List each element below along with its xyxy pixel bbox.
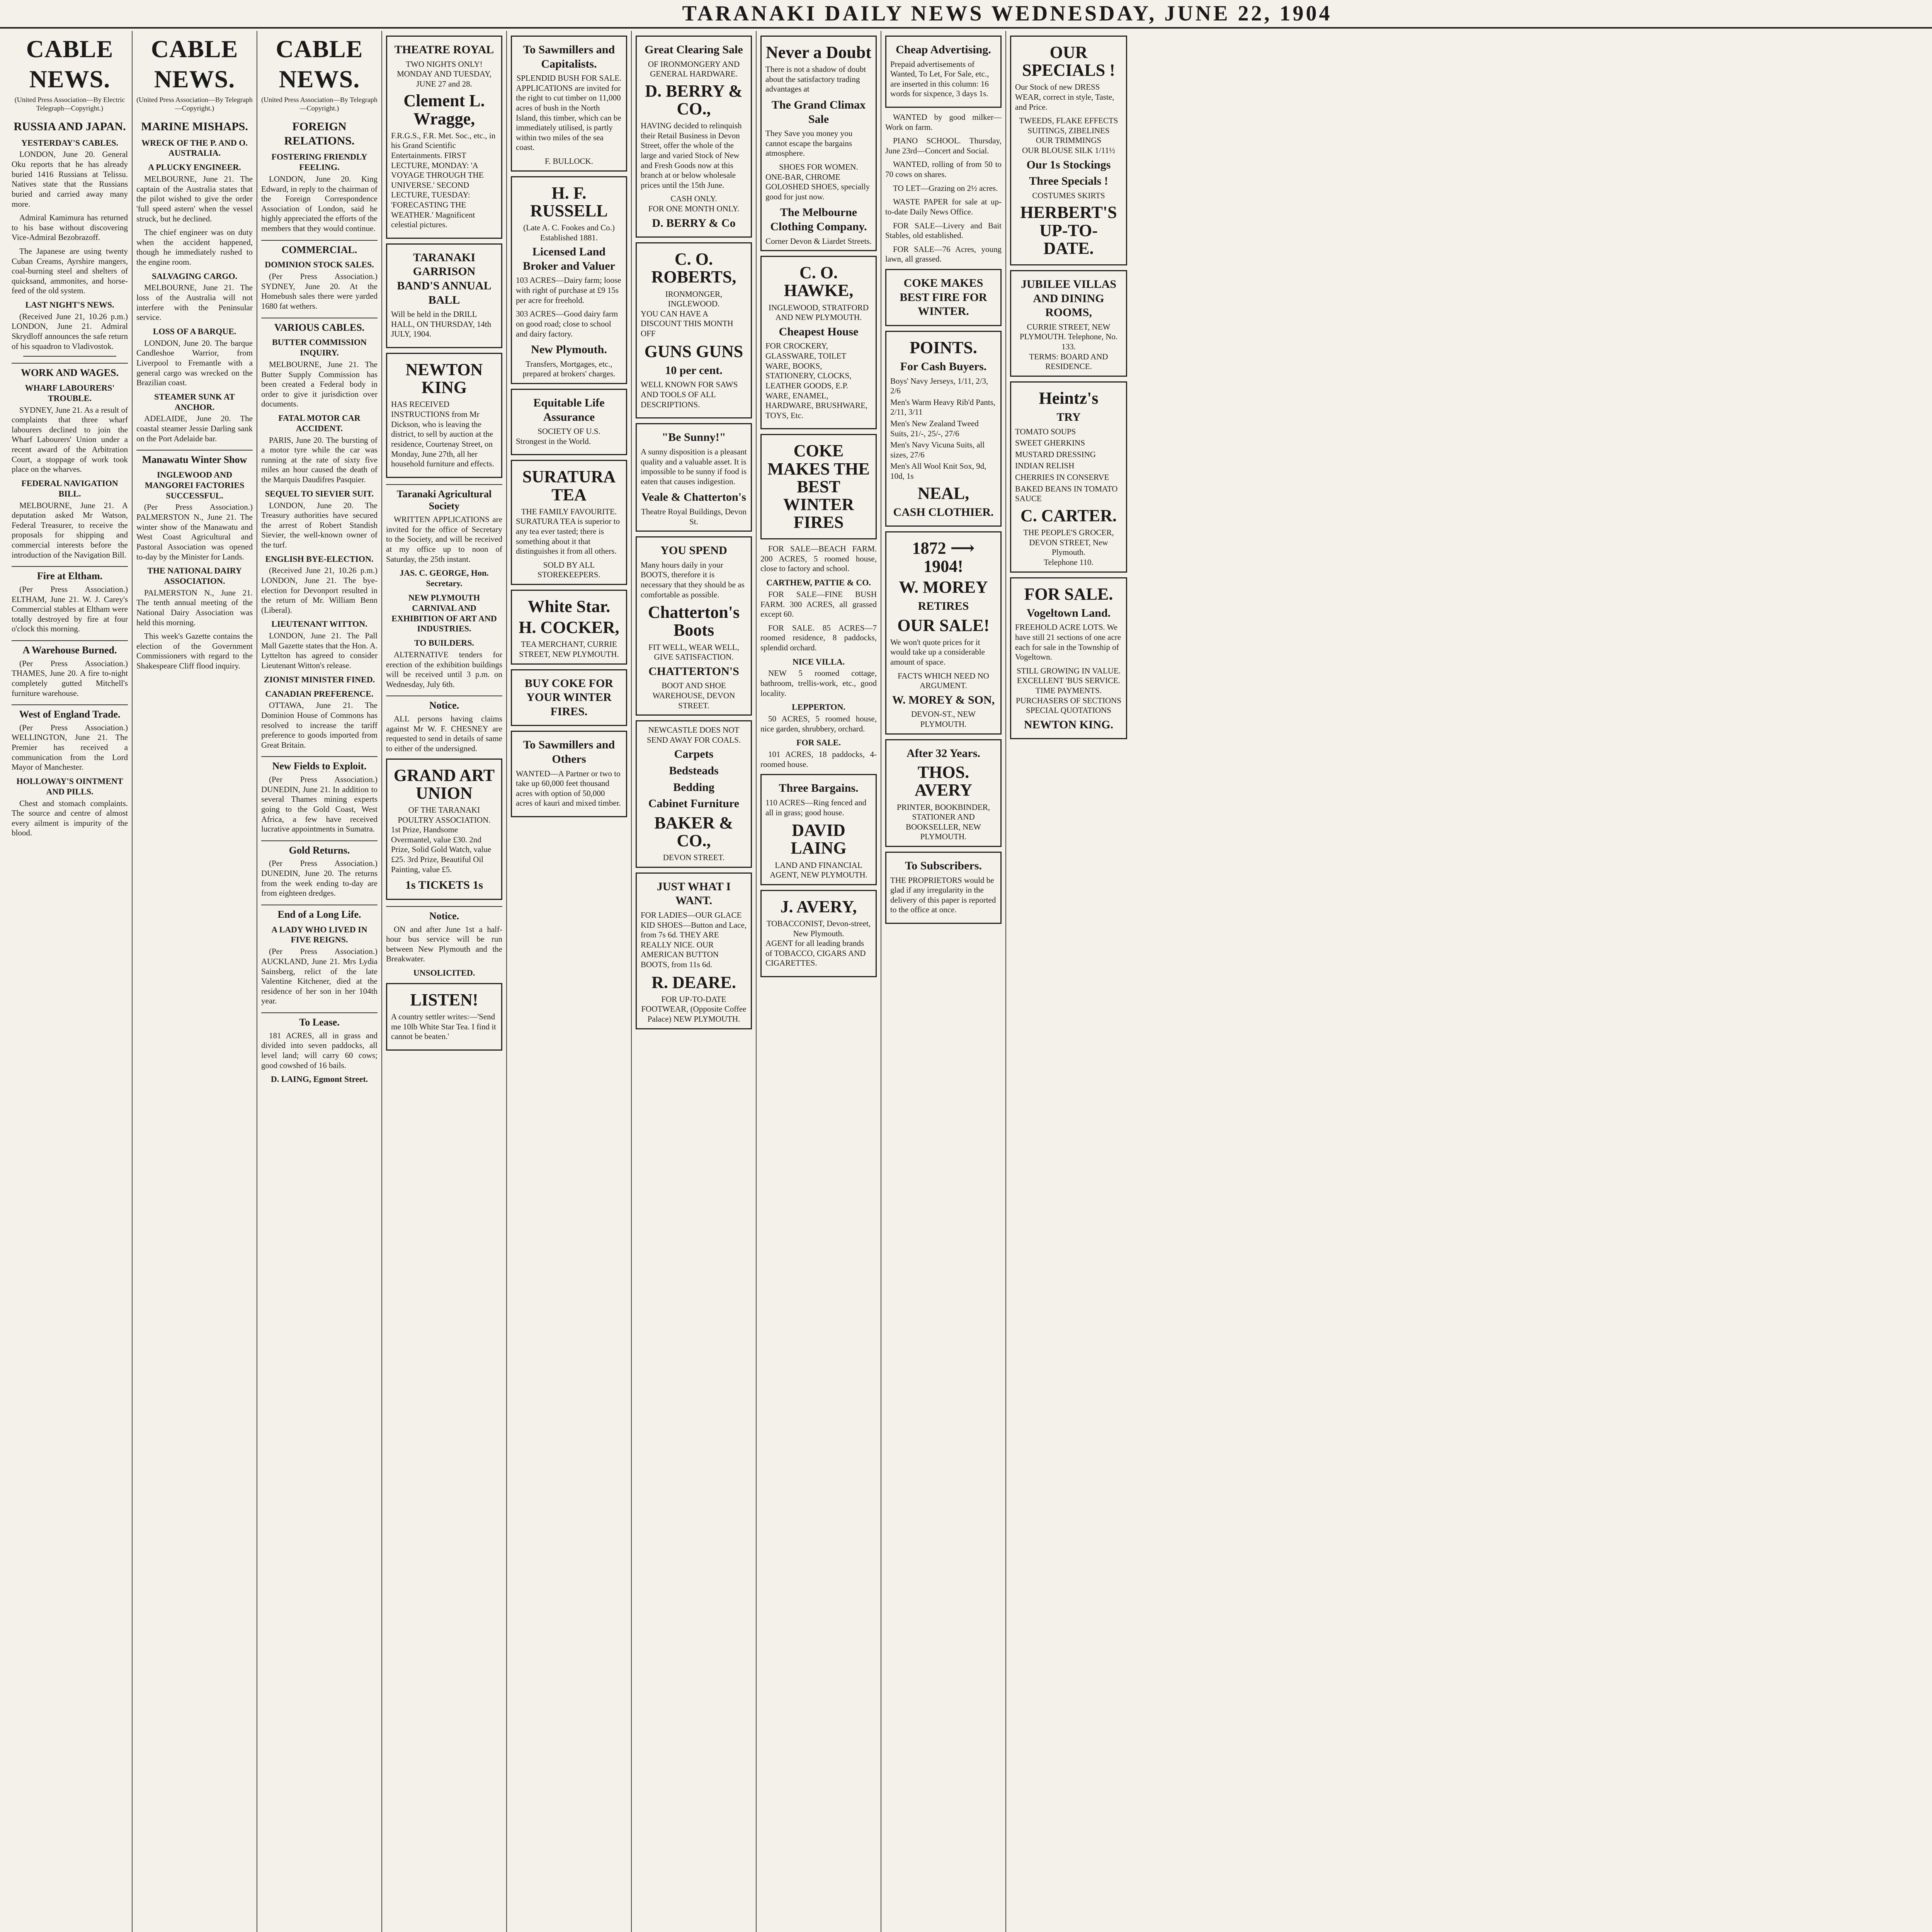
ad-subheading: CURRIE STREET, NEW PLYMOUTH. Telephone, No. 133. [1019,322,1118,351]
classified-ad: FOR SALE—Livery and Bait Stables, old established. [885,221,1002,240]
section-heading: VARIOUS CABLES. [261,318,378,334]
ad-heading: Clement L. Wragge, [403,91,485,128]
product-list-item: INDIAN RELISH [1015,461,1075,471]
product-list [1015,427,1122,504]
ad-heading: W. MOREY & SON, [892,693,995,706]
ad-text: A sunny disposition is a pleasant quality and a valuable asset. It is impossible to be sunny if food is eaten that causes indigestion. [641,447,747,486]
ad-heading: Carpets [674,748,714,761]
sub-heading: A PLUCKY ENGINEER. [148,162,241,172]
sub-heading: ZIONIST MINISTER FINED. [264,674,375,684]
ad-subheading: (Late A. C. Fookes and Co.) Established 1881. [523,223,615,242]
ad-heading: To Sawmillers and Others [523,738,615,765]
ad-subheading: NEWCASTLE DOES NOT SEND AWAY FOR COALS. [647,725,741,745]
ad-heading: Chatterton's Boots [648,603,740,640]
ad-heading: OUR SPECIALS ! [1022,43,1115,80]
sub-heading: LAST NIGHT'S NEWS. [25,300,114,310]
listing-paragraph: FOR SALE. 85 ACRES—7 roomed residence, 8 paddocks, splendid orchard. [760,623,877,652]
advertisement [760,890,877,977]
ad-subheading: THE PEOPLE'S GROCER, DEVON STREET, New Plymouth. [1023,528,1114,557]
advertisement [885,531,1002,734]
agent-name: CARTHEW, PATTIE & CO. [766,578,871,588]
classified-ad: TO LET—Grazing on 2½ acres. [893,183,998,193]
section-heading: End of a Long Life. [261,905,378,921]
ad-subheading: SPLENDID BUSH FOR SALE. [516,73,622,83]
ad-text: WANTED—A Partner or two to take up 60,000 feet thousand acres with option of 50,000 acres of kauri and mixed timber. [516,769,621,808]
ad-subheading: SOCIETY OF U.S. [537,427,600,436]
ad-heading: Bedsteads [669,764,719,777]
advertisement [636,423,752,532]
listing-paragraph: 101 ACRES, 18 paddocks, 4-roomed house. [760,750,877,769]
ad-subheading: INGLEWOOD, STRATFORD AND NEW PLYMOUTH. [769,303,869,322]
ad-heading: The Melbourne Clothing Company. [770,206,867,233]
ad-heading: R. DEARE. [651,973,736,992]
sub-heading: LIEUTENANT WITTON. [271,619,367,629]
column-4 [382,31,507,1932]
advertisement [1010,270,1127,377]
sub-heading: FEDERAL NAVIGATION BILL. [21,478,118,498]
ad-subheading: PRINTER, BOOKBINDER, STATIONER AND BOOKSELLER, NEW PLYMOUTH. [897,802,990,842]
ad-text: FOR LADIES—OUR GLACE KID SHOES—Button and Lace, from 7s 6d. THEY ARE REALLY NICE. OUR AMERICAN BUTTON BOOTS, from 11s 6d. [641,910,747,969]
sub-heading: FATAL MOTOR CAR ACCIDENT. [278,413,361,433]
article-paragraph: OTTAWA, June 21. The Dominion House of Commons has resolved to increase the tariff preference to goods imported from Great Britain. [261,701,378,750]
ad-subheading: SHOES FOR WOMEN. [779,162,858,172]
sub-heading: DOMINION STOCK SALES. [265,260,374,270]
ad-heading: H. F. RUSSELL [530,183,608,220]
advertisement [636,536,752,716]
article-paragraph: ALTERNATIVE tenders for erection of the exhibition buildings will be received until 3 p.m. on Wednesday, July 6th. [386,650,502,689]
ad-heading: TARANAKI GARRISON BAND'S ANNUAL BALL [397,251,492,306]
product-list-item: SWEET GHERKINS [1015,438,1085,448]
advertisement [511,590,627,665]
ad-heading: Licensed Land Broker and Valuer [523,245,615,272]
ad-subheading: EXCELLENT 'BUS SERVICE. [1017,676,1121,685]
section-heading: WORK AND WAGES. [12,363,128,379]
advertisement [636,242,752,418]
ad-subheading: SPECIAL QUOTATIONS [1026,706,1111,715]
ad-heading: DAVID LAING [791,821,847,858]
section-heading: Taranaki Agricultural Society [386,484,502,512]
ad-heading: After 32 Years. [906,747,980,760]
article-paragraph: ADELAIDE, June 20. The coastal steamer Jessie Darling sank on the Port Adelaide bar. [136,414,253,443]
classified-ad: WANTED, rolling of from 50 to 70 cows on shares. [885,160,1002,179]
ad-subheading: FOR ONE MONTH ONLY. [648,204,740,214]
listing-paragraph: NEW 5 roomed cottage, bathroom, trellis-work, etc., good locality. [760,668,877,698]
advertisement [386,759,502,900]
advertisement [386,353,502,478]
ad-heading: Three Specials ! [1029,175,1108,188]
ad-heading: CASH CLOTHIER. [893,505,994,519]
column-8 [881,31,1006,1932]
advertisement [885,36,1002,108]
classified-ad: FOR SALE—76 Acres, young lawn, all grassed. [885,244,1002,264]
ad-subheading: OF IRONMONGERY AND GENERAL HARDWARE. [648,59,740,79]
article-paragraph: (Received June 21, 10.26 p.m.) LONDON, June 21. Admiral Skrydloff announces the safe return of his squadron to Vladivostok. [12,311,128,351]
article-paragraph: ON and after June 1st a half-hour bus service will be run between New Plymouth and the Breakwater. [386,924,502,964]
sub-heading: UNSOLICITED. [413,968,475,978]
advertisement [760,774,877,885]
ad-heading: TRY [1056,411,1081,424]
ad-text: 103 ACRES—Dairy farm; loose with right of purchase at £9 15s per acre for freehold. [516,276,621,305]
ad-heading: Bedding [673,781,714,794]
column-title: CABLE NEWS. [26,35,114,93]
page-columns [8,31,1932,1932]
column-title: CABLE NEWS. [276,35,363,93]
ad-heading: 1872 ⟶ 1904! [912,539,975,576]
advertisement [511,389,627,455]
sub-heading: ENGLISH BYE-ELECTION. [265,554,374,564]
ad-text: FREEHOLD ACRE LOTS. We have still 21 sections of one acre each for sale in the Township of Vogeltown. [1015,622,1121,662]
ad-text: Strongest in the World. [516,436,591,446]
advertisement [760,434,877,539]
sub-heading: A LADY WHO LIVED IN FIVE REIGNS. [271,924,367,945]
ad-heading: NEAL, [917,483,969,503]
price-list-item: Men's Navy Vicuna Suits, all sizes, 27/6 [890,440,985,459]
ad-heading: Equitable Life Assurance [533,396,605,423]
sub-heading: HOLLOWAY'S OINTMENT AND PILLS. [16,776,123,796]
article-paragraph: WRITTEN APPLICATIONS are invited for the office of Secretary to the Society, and will be received at my office up to noon of Saturday, the 25th instant. [386,515,502,564]
sub-heading: INGLEWOOD AND MANGOREI FACTORIES SUCCESSFUL. [145,469,245,500]
ad-heading: Cabinet Furniture [648,797,740,810]
ad-subheading: TWEEDS, FLAKE EFFECTS SUITINGS, ZIBELINES [1019,116,1118,135]
ad-subheading: LAND AND FINANCIAL AGENT, NEW PLYMOUTH. [770,860,867,880]
ad-heading: C. O. HAWKE, [784,263,854,300]
article-paragraph: (Per Press Association.) THAMES, June 20. A fire to-night completely gutted Mitchell's furniture warehouse. [12,658,128,698]
article-paragraph: The Japanese are using twenty Cuban Creams, Ayrshire mangers, coal-burning steel and shelters of quicksand, ammonites, and horse-feed of the old system. [12,246,128,296]
column-2 [133,31,257,1932]
ad-subheading: TWO NIGHTS ONLY! MONDAY AND TUESDAY, JUNE 27 and 28. [397,59,492,88]
column-5 [507,31,632,1932]
column-6 [632,31,757,1932]
product-list-item: TOMATO SOUPS [1015,427,1076,436]
signature: F. BULLOCK. [545,156,593,166]
ad-subheading: Corner Devon & Liardet Streets. [765,236,872,246]
article-paragraph: (Per Press Association.) WELLINGTON, June 21. The Premier has received a communication from the Lord Mayor of Manchester. [12,723,128,772]
ad-subheading: FIT WELL, WEAR WELL, GIVE SATISFACTION. [648,642,739,662]
ad-heading: J. AVERY, [780,897,857,916]
article-paragraph: Chest and stomach complaints. The source and centre of almost every ailment is impurity of the blood. [12,798,128,838]
ad-subheading: COSTUMES SKIRTS [1032,190,1105,200]
ad-text: HAS RECEIVED INSTRUCTIONS from Mr Dickson, who is leaving the district, to sell by auction at the residence, Courtenay Street, on Monday, June 27th, all her household furniture and effects. [391,400,494,469]
article-paragraph: (Per Press Association.) DUNEDIN, June 20. The returns from the week ending to-day are from eighteen dredges. [261,859,378,898]
section-heading: New Fields to Exploit. [261,756,378,772]
product-list-item: BAKED BEANS IN TOMATO SAUCE [1015,484,1118,503]
ad-heading: New Plymouth. [531,343,607,356]
ad-heading: Never a Doubt [766,43,871,62]
column-title: CABLE NEWS. [151,35,238,93]
article-paragraph: (Per Press Association.) DUNEDIN, June 21. In addition to several Thames mining experts going to the Gold Coast, West Africa, a few have received lucrative appointments in Sumatra. [261,775,378,834]
article-paragraph: (Received June 21, 10.26 p.m.) LONDON, June 21. The bye-election for Devonport resulted in the return of Mr. William Benn (Liberal). [261,566,378,615]
ad-subheading: OUR BLOUSE SILK 1/11½ [1022,146,1115,155]
advertisement [885,852,1002,924]
ad-heading: C. O. ROBERTS, [651,250,736,287]
ad-heading: Vogeltown Land. [1026,606,1111,619]
ad-heading: Veale & Chatterton's [641,491,746,504]
credit-line: (United Press Association—By Telegraph—Copyright.) [136,96,253,112]
advertisement [1010,577,1127,740]
sub-heading: BUTTER COMMISSION INQUIRY. [272,337,367,358]
sub-heading: LOSS OF A BARQUE. [153,326,236,336]
section-heading: FOREIGN RELATIONS. [284,120,355,147]
ad-subheading: Telephone 110. [1044,557,1094,567]
ad-text: There is not a shadow of doubt about the satisfactory trading advantages at [765,65,866,94]
ad-text: Our Stock of new DRESS WEAR, correct in style, Taste, and Price. [1015,82,1114,112]
sub-heading: FOR SALE. [796,738,841,748]
article-paragraph: LONDON, June 20. King Edward, in reply to the chairman of the Foreign Correspondence Association of London, said he highly appreciated the efforts of the members that they would continue. [261,174,378,233]
ad-subheading: TERMS: BOARD AND RESIDENCE. [1029,352,1108,371]
advertisement [1010,36,1127,265]
signature: D. LAING, Egmont Street. [270,1074,368,1084]
ad-heading: OUR SALE! [897,616,990,635]
masthead: TARANAKI DAILY NEWS WEDNESDAY, JUNE 22, 1904 [0,0,1932,29]
article-paragraph: The chief engineer was on duty when the accident happened, though he immediately rushed to the engine room. [136,228,253,267]
ad-subheading: OUR TRIMMINGS [1036,136,1102,145]
advertisement [511,176,627,384]
ad-heading: BUY COKE FOR YOUR WINTER FIRES. [525,677,613,718]
ad-text: Prepaid advertisements of Wanted, To Let, For Sale, etc., are inserted in this column: 16 words for sixpence, 3 days 1s. [890,59,989,99]
article-paragraph: MELBOURNE, June 21. A deputation asked Mr Watson, Federal Treasurer, to receive the proposals for shipping and commercial interests before the introduction of the Navigation Bill. [12,500,128,560]
ad-heading: NEWTON KING. [1024,718,1114,731]
advertisement [511,36,627,172]
section-heading: MARINE MISHAPS. [141,120,248,133]
ad-heading: 10 per cent. [665,364,723,377]
ad-heading: COKE MAKES BEST FIRE FOR WINTER. [900,276,987,318]
ad-heading: GUNS GUNS [644,342,743,361]
ad-text: HAVING decided to relinquish their Retail Business in Devon Street, offer the whole of the large and varied Stock of New and Fresh Goods now at this branch at or below wholesale prices until the 15th June. [641,121,742,190]
price-list-item: Men's Warm Heavy Rib'd Pants, 2/11, 3/11 [890,397,996,417]
sub-heading: STEAMER SUNK AT ANCHOR. [154,391,235,412]
ad-heading: POINTS. [910,338,977,357]
ad-subheading: Theatre Royal Buildings, Devon St. [641,507,747,526]
article-paragraph: LONDON, June 21. The Pall Mall Gazette states that the Hon. A. Lyttelton has agreed to consider Lieutenant Witton's release. [261,631,378,670]
product-list-item: CHERRIES IN CONSERVE [1015,473,1109,482]
listing-paragraph: 50 ACRES, 5 roomed house, nice garden, shrubbery, orchard. [760,714,877,733]
article-paragraph: PARIS, June 20. The bursting of a motor tyre while the car was running at the rate of sixty five miles an hour caused the death of the Marquis Daudifres Pasquier. [261,435,378,485]
ad-text: SURATURA TEA is superior to any tea ever tasted; there is something about it that distinguishes it from all others. [516,517,620,556]
section-heading: West of England Trade. [12,704,128,721]
advertisement [511,731,627,817]
ad-text: We won't quote prices for it would take up a considerable amount of space. [890,637,985,667]
ad-heading: To Sawmillers and Capitalists. [523,43,615,70]
advertisement [636,720,752,868]
ad-heading: "Be Sunny!" [662,431,726,444]
sub-heading: FOSTERING FRIENDLY FEELING. [271,152,367,172]
ad-text: AGENT for all leading brands of TOBACCO, CIGARS AND CIGARETTES. [765,939,866,968]
price-list [890,376,997,481]
advertisement [386,983,502,1051]
advertisement [1010,381,1127,573]
ad-subheading: Transfers, Mortgages, etc., prepared at brokers' charges. [522,359,616,379]
section-heading: COMMERCIAL. [261,240,378,256]
advertisement [885,331,1002,527]
listing-paragraph: FOR SALE—FINE BUSH FARM. 300 ACRES, all grassed except 60. [760,589,877,619]
price-list-item: Boys' Navy Jerseys, 1/11, 2/3, 2/6 [890,376,988,396]
ad-heading: White Star. [527,597,611,616]
ad-heading: The Grand Climax Sale [771,99,866,126]
article-paragraph: PALMERSTON N., June 21. The tenth annual meeting of the National Dairy Association was held this morning. [136,588,253,627]
ad-heading: Our 1s Stockings [1026,158,1111,171]
ad-heading: YOU SPEND [660,544,727,557]
ad-text: 303 ACRES—Good dairy farm on good road; close to school and dairy factory. [516,309,618,338]
sub-heading: THE NATIONAL DAIRY ASSOCIATION. [147,566,242,586]
advertisement [511,669,627,726]
ad-heading: LISTEN! [410,990,478,1009]
ad-text: Will be held in the DRILL HALL, ON THURSDAY, 14th JULY, 1904. [391,310,492,339]
ad-subheading: SOLD BY ALL STOREKEEPERS. [537,560,600,580]
advertisement [386,243,502,348]
ad-subheading: TEA MERCHANT, CURRIE STREET, NEW PLYMOUTH. [519,639,619,659]
ad-heading: JUBILEE VILLAS AND DINING ROOMS, [1020,278,1117,319]
section-heading: RUSSIA AND JAPAN. [14,120,126,133]
ad-heading: Cheapest House [779,325,859,338]
ad-heading: CHATTERTON'S [648,665,739,678]
article-paragraph: LONDON, June 20. The barque Candleshoe Warrior, from Liverpool to Fremantle with a general cargo was wrecked on the Brazilian coast. [136,338,253,388]
article-paragraph: ALL persons having claims against Mr W. F. CHESNEY are requested to send in details of same to either of the undersigned. [386,714,502,753]
article-paragraph: LONDON, June 20. General Oku reports that he has already buried 1416 Russians at Telissu. Natives state that the Russians buried and carried away many more. [12,150,128,209]
article-paragraph: MELBOURNE, June 21. The Butter Supply Commission has been created a Federal body in order to give it jurisdiction over documents. [261,359,378,409]
price-list-item: Men's All Wool Knit Sox, 9d, 10d, 1s [890,461,986,481]
column-7 [757,31,881,1932]
ad-heading: BAKER & CO., [654,813,733,850]
price-list-item: Men's New Zealand Tweed Suits, 21/-, 25/-, 27/6 [890,418,979,438]
column-1 [8,31,133,1932]
ad-text: WELL KNOWN FOR SAWS AND TOOLS OF ALL DESCRIPTIONS. [641,380,738,409]
classified-ad: WANTED by good milker—Work on farm. [885,112,1002,132]
column-9 [1006,31,1131,1932]
ad-text: APPLICATIONS are invited for the right to cut timber on 11,000 acres of bush in the North Island, this timber, which can be immediately utilised, is partly within two miles of the sea coast. [516,83,621,152]
ad-heading: FOR SALE. [1024,584,1113,604]
ad-heading: HERBERT'S UP-TO-DATE. [1020,203,1117,258]
ad-subheading: DEVON STREET. [663,853,725,862]
article-paragraph: (Per Press Association.) SYDNEY, June 20. At the Homebush sales there were yarded 1680 fat wethers. [261,272,378,311]
advertisement [636,872,752,1029]
ad-subheading: THE FAMILY FAVOURITE. [521,507,617,516]
advertisement [760,256,877,429]
ad-heading: W. MOREY [899,577,988,597]
section-heading: Fire at Eltham. [12,566,128,582]
section-heading: Manawatu Winter Show [136,450,253,466]
article-paragraph: MELBOURNE, June 21. The captain of the Australia states that the pilot wished to give the order 'full speed astern' when the vessel struck, but he declined. [136,174,253,223]
ad-subheading: FOR UP-TO-DATE FOOTWEAR, (Opposite Coffee Palace) NEW PLYMOUTH. [641,994,747,1024]
section-heading: Notice. [386,696,502,712]
advertisement [511,460,627,585]
ad-text: THE PROPRIETORS would be glad if any irregularity in the delivery of this paper is reported to the office at once. [890,875,996,915]
ad-subheading: TOBACCONIST, Devon-street, New Plymouth. [766,918,871,938]
ad-text: Many hours daily in your BOOTS, therefore it is necessary that they should be as comfortable as possible. [641,560,745,599]
listing-paragraph: FOR SALE—BEACH FARM. 200 ACRES, 5 roomed house, close to factory and school. [760,544,877,573]
ad-subheading: CASH ONLY. [670,194,717,204]
section-heading: A Warehouse Burned. [12,640,128,656]
ad-heading: THOS. AVERY [914,763,973,800]
article-paragraph: (Per Press Association.) PALMERSTON N., June 21. The winter show of the Manawatu and West Coast Agricultural and Pastoral Association was opened to-day by the Minister for Lands. [136,502,253,561]
ad-subheading: TIME PAYMENTS. [1035,685,1102,695]
ad-heading: Heintz's [1039,388,1099,408]
ad-subheading: FACTS WHICH NEED NO ARGUMENT. [898,671,989,690]
classified-ad: PIANO SCHOOL. Thursday, June 23rd—Concert and Social. [885,136,1002,155]
sub-heading: NEW PLYMOUTH CARNIVAL AND EXHIBITION OF ART AND INDUSTRIES. [391,592,497,634]
ad-heading: 1s TICKETS 1s [405,879,483,892]
ad-heading: H. COCKER, [519,618,619,637]
ad-heading: Cheap Advertising. [896,43,991,56]
ad-subheading: IRONMONGER, INGLEWOOD. [665,289,723,309]
product-list-item: MUSTARD DRESSING [1015,449,1096,459]
advertisement [386,36,502,239]
advertisement [885,739,1002,847]
ad-subheading: PURCHASERS OF SECTIONS [1015,696,1122,705]
ad-subheading: DEVON-ST., NEW PLYMOUTH. [911,709,976,729]
ad-heading: Three Bargains. [779,782,859,795]
ad-subheading: BOOT AND SHOE WAREHOUSE, DEVON STREET. [652,681,735,710]
ad-heading: For Cash Buyers. [900,360,987,373]
sub-heading: WRECK OF THE P. AND O. AUSTRALIA. [141,138,248,158]
ad-text: YOU CAN HAVE A DISCOUNT THIS MONTH OFF [641,309,733,338]
ad-heading: Great Clearing Sale [645,43,743,56]
section-heading: To Lease. [261,1012,378,1029]
article-paragraph: Admiral Kamimura has returned to his base without discovering Vice-Admiral Bezobrazoff. [12,213,128,242]
sub-heading: LEPPERTON. [792,702,845,712]
sub-heading: SEQUEL TO SIEVIER SUIT. [265,488,374,498]
ad-text: 1st Prize, Handsome Overmantel, value £30. 2nd Prize, Solid Gold Watch, value £25. 3rd Prize, Beautiful Oil Painting, value £5. [391,825,492,874]
credit-line: (United Press Association—By Telegraph—Copyright.) [261,96,378,112]
ad-heading: C. CARTER. [1020,506,1117,525]
sub-heading: WHARF LABOURERS' TROUBLE. [25,383,115,403]
article-paragraph: (Per Press Association.) AUCKLAND, June 21. Mrs Lydia Sainsberg, relict of the late Valentine Kitchener, died at the residence of her son in her 104th year. [261,947,378,1006]
section-heading: Gold Returns. [261,840,378,857]
ad-heading: D. BERRY & Co [652,216,736,230]
ad-text: FOR CROCKERY, GLASSWARE, TOILET WARE, BOOKS, STATIONERY, CLOCKS, LEATHER GOODS, E.P. WARE, ENAMEL, HARDWARE, BRUSHWARE, TOYS, Etc. [765,341,868,420]
ad-subheading: OF THE TARANAKI POULTRY ASSOCIATION. [398,805,491,825]
sub-heading: YESTERDAY'S CABLES. [21,138,119,148]
advertisement [885,269,1002,326]
article-paragraph: This week's Gazette contains the election of the Government Commissioners with regard to the Shakespeare Cliff flood inquiry. [136,631,253,671]
ad-heading: D. BERRY & CO., [645,81,743,118]
ad-heading: COKE MAKES THE BEST WINTER FIRES [767,441,870,532]
sub-heading: NICE VILLA. [792,656,845,667]
article-paragraph: (Per Press Association.) ELTHAM, June 21. W. J. Carey's Commercial stables at Eltham were totally destroyed by fire at four o'clock this morning. [12,584,128,634]
classified-ad: WASTE PAPER for sale at up-to-date Daily News Office. [885,197,1002,216]
section-heading: Notice. [386,906,502,922]
sub-heading: CANADIAN PREFERENCE. [265,689,374,699]
article-paragraph: 181 ACRES, all in grass and divided into seven paddocks, all level land; will carry 60 cows; good cowshed of 16 bails. [261,1031,378,1070]
sub-heading: TO BUILDERS. [414,638,474,648]
ad-heading: THEATRE ROYAL [394,43,494,56]
divider [23,356,116,357]
article-paragraph: SYDNEY, June 21. As a result of complaints that three wharf labourers declined to join the Wharf Labourers' Union under a recent award of the Arbitration Court, a stoppage of work took place on the wharves. [12,405,128,474]
signature: JAS. C. GEORGE, Hon. Secretary. [400,568,489,588]
credit-line: (United Press Association—By Electric Telegraph—Copyright.) [14,96,125,112]
ad-subheading: STILL GROWING IN VALUE. [1016,666,1121,675]
ad-heading: GRAND ART UNION [393,765,495,803]
advertisement [760,36,877,251]
ad-text: ONE-BAR, CHROME GOLOSHED SHOES, specially good for just now. [765,172,870,201]
article-paragraph: MELBOURNE, June 21. The loss of the Australia will not interfere with the Peninsular service. [136,283,253,322]
ad-heading: JUST WHAT I WANT. [656,880,731,907]
article-paragraph: LONDON, June 20. The Treasury authorities have secured the arrest of Robert Standish Sievier, the well-known owner of the turf. [261,500,378,549]
ad-text: 110 ACRES—Ring fenced and all in grass; good house. [765,798,867,817]
ad-heading: NEWTON KING [405,360,483,397]
ad-text: F.R.G.S., F.R. Met. Soc., etc., in his Grand Scientific Entertainments. FIRST LECTURE, MONDAY: 'A VOYAGE THROUGH THE UNIVERSE.' SECOND LECTURE, TUESDAY: 'FORECASTING THE WEATHER.' Magnificent celestial pictures. [391,131,496,230]
ad-text: A country settler writes:—'Send me 10lb White Star Tea. I find it cannot be beaten.' [391,1012,496,1041]
ad-text: They Save you money you cannot escape the bargains atmosphere. [765,129,853,158]
ad-heading: To Subscribers. [905,859,982,872]
sub-heading: SALVAGING CARGO. [151,271,238,281]
advertisement [636,36,752,238]
ad-heading: RETIRES [918,599,969,612]
ad-heading: SURATURA TEA [522,467,616,504]
column-3 [257,31,382,1932]
